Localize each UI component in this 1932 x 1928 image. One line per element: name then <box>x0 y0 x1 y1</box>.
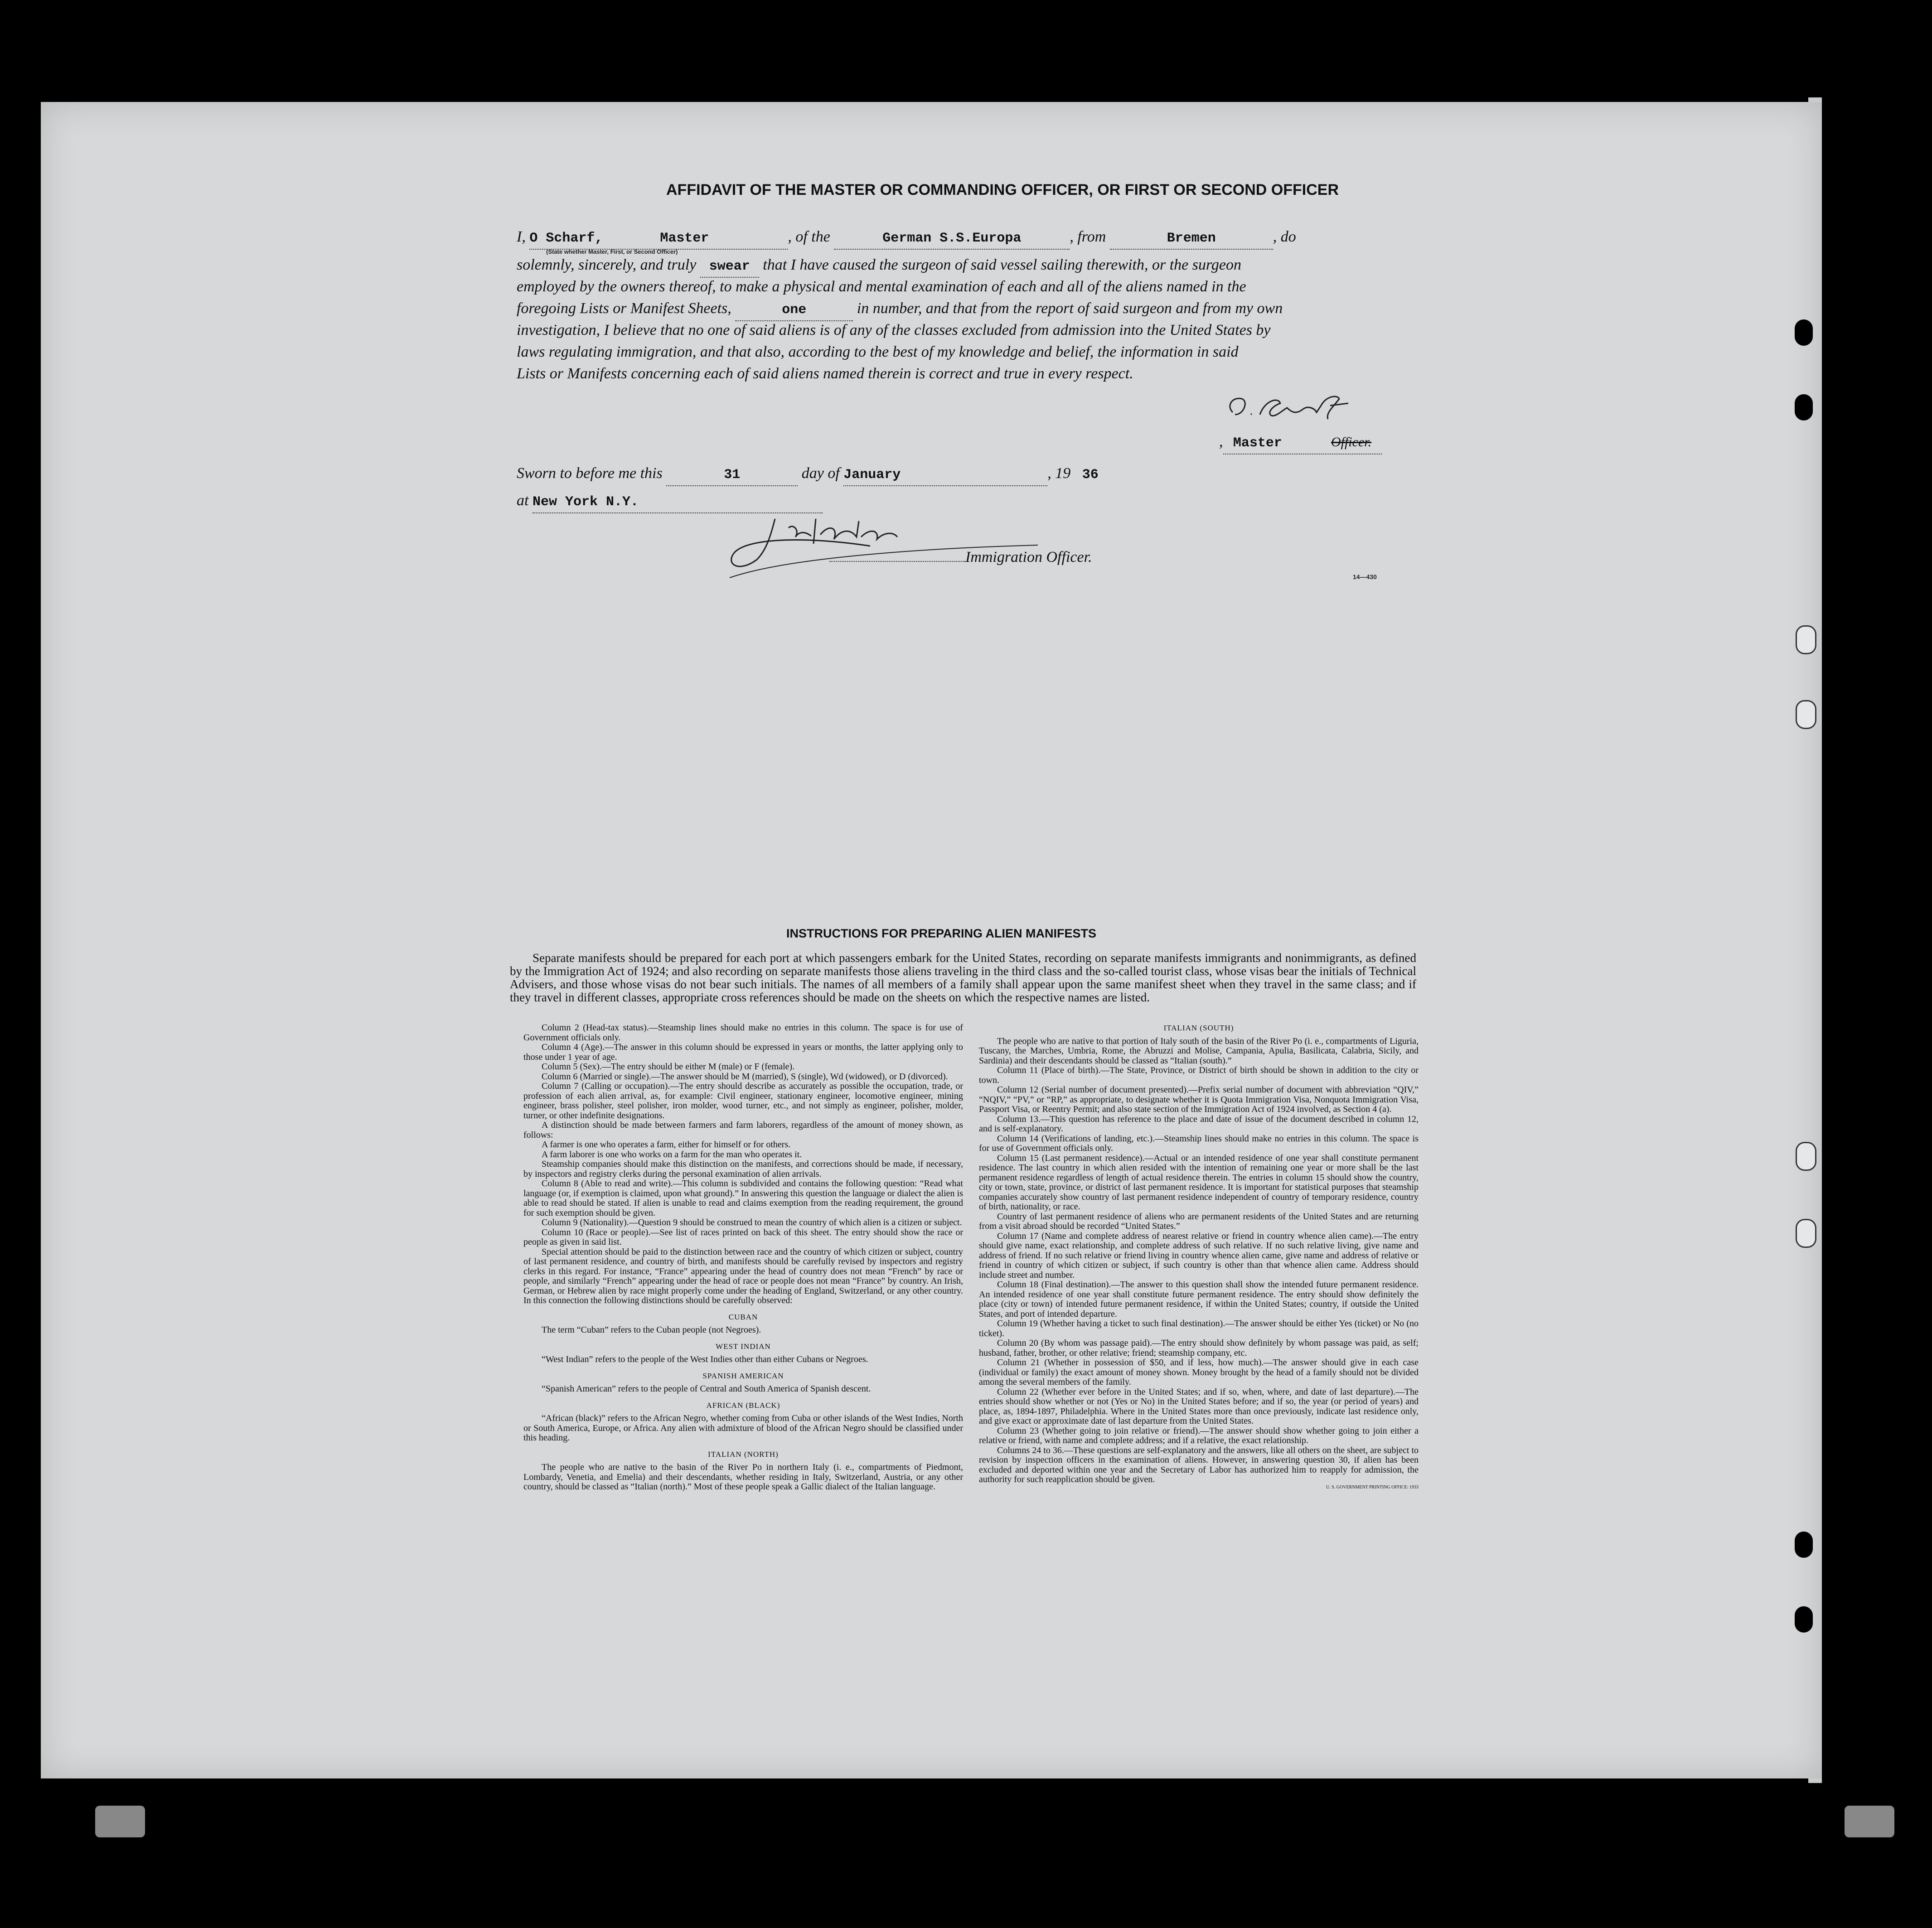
signature-title-typed: Master <box>1233 435 1282 451</box>
right-paragraph: Country of last permanent residence of aliens who are permanent residents of the United States and are returning from a visit abroad should be recorded “United States.” <box>979 1211 1419 1231</box>
right-paragraph: Column 22 (Whether ever before in the United States; and if so, when, where, and date of last departure).—The entries should show whether or not (Yes or No) in the United States before; and if so, the year (or period of years) and place, as, 1894-1897, Philadelphia. Where in the United States more than once previously, indicate last residence only, and give exact or approximate date of last departure from the United States. <box>979 1387 1419 1426</box>
officer-line <box>829 547 1110 568</box>
punch-hole-light <box>1796 1219 1816 1248</box>
left-paragraph: Column 2 (Head-tax status).—Steamship lines should make no entries in this column. The space is for use of Government officials only. <box>523 1023 963 1043</box>
binder-clip <box>1845 1806 1894 1837</box>
rank-note: (State whether Master, First, or Second Officer) <box>546 248 678 255</box>
right-paragraph: Column 11 (Place of birth).—The State, Province, or District of birth should be shown in addition to the city or town. <box>979 1065 1419 1085</box>
master-rank: Master <box>660 231 709 246</box>
line4-post: in number, and that from the report of said surgeon and from my own <box>857 300 1283 317</box>
at-label: at <box>517 492 529 509</box>
sworn-day-field <box>666 464 798 486</box>
left-paragraph: Column 5 (Sex).—The entry should be either M (male) or F (female). <box>542 1062 795 1072</box>
of-the-label: , of the <box>788 228 830 245</box>
left-paragraph: A farmer is one who operates a farm, either for himself or for others. <box>542 1140 791 1150</box>
punch-hole-light <box>1796 700 1816 729</box>
right-paragraph: Column 20 (By whom was passage paid).—The entry should show definitely by whom passage was paid, as self; husband, father, brother, or other relative; friend; steamship company, etc. <box>979 1338 1419 1358</box>
day-of-label: day of <box>801 465 840 482</box>
left-paragraph: Column 6 (Married or single).—The answer should be M (married), S (single), Wd (widowed), or D (divorced). <box>542 1071 948 1082</box>
affidavit-line-4 <box>517 298 1405 321</box>
form-number: 14—430 <box>1353 573 1377 580</box>
cuban-text: The term “Cuban” refers to the Cuban people (not Negroes). <box>542 1325 761 1335</box>
left-paragraph: Column 8 (Able to read and write).—This column is subdivided and contains the following question: “Read what language (or, if exemption is claimed, upon what ground).” In answering this question the language or dialect the alien is able to read should be stated. If alien is unable to read and claims exemption from the reading requirement, the ground for such exemption should be given. <box>523 1179 963 1218</box>
affidavit-line-2 <box>517 255 1405 278</box>
signature-title-printed: Officer. <box>1331 435 1372 449</box>
year-prefix: , 19 <box>1047 465 1071 482</box>
officer-signature-field <box>829 561 965 562</box>
affidavit-line-7: Lists or Manifests concerning each of said aliens named therein is correct and true in every respect. <box>517 365 1133 382</box>
west-indian-text: “West Indian” refers to the people of the West Indies other than either Cubans or Negroes. <box>542 1354 868 1364</box>
sworn-month-field <box>843 464 1047 486</box>
bleed-through-row <box>218 652 1758 666</box>
left-paragraph: Column 9 (Nationality).—Question 9 should be construed to mean the country of which alien is a citizen or subject. <box>542 1218 962 1227</box>
affidavit-line-3: employed by the owners thereof, to make a physical and mental examination of each and all of the aliens named in the <box>517 278 1246 295</box>
right-paragraph: Column 19 (Whether having a ticket to such final destination).—The answer should be either Yes (ticket) or No (no ticket). <box>979 1319 1419 1338</box>
right-paragraph: Column 15 (Last permanent residence).—Actual or an intended residence of one year shall constitute permanent residence. The last country in which alien resided with the intention of remaining one year or more shall be the last permanent residence regardless of length of actual residence therein. The entries in column 15 should show the country, city or town, state, province, or district of last permanent residence. It is important for statistical purposes that steamship companies accurately show country of last permanent residence independent of country of temporary residence, country of birth, nationality, or race. <box>979 1153 1419 1212</box>
punch-hole-dark <box>1795 1532 1813 1558</box>
left-paragraph: Column 10 (Race or people).—See list of races printed on back of this sheet. The entry should show the race or people as given in said list. <box>523 1227 963 1247</box>
line2-pre: solemnly, sincerely, and truly <box>517 256 697 273</box>
from-label: , from <box>1070 228 1106 245</box>
affidavit-title: AFFIDAVIT OF THE MASTER OR COMMANDING OFFICER, OR FIRST OR SECOND OFFICER <box>666 181 1339 198</box>
line4-pre: foregoing Lists or Manifest Sheets, <box>517 300 731 317</box>
right-paragraph: The people who are native to that portion of Italy south of the basin of the River Po (i. e., compartments of Liguria, Tuscany, the Marches, Umbria, Rome, the Abruzzi and Molise, Campania, Apulia, Basilicata, Calabria, Sicily, and Sardinia) and their descendants should be classed as “Italian (south).” <box>979 1036 1419 1066</box>
master-name: O Scharf, <box>529 231 603 246</box>
sheet-count-field <box>735 300 853 321</box>
sworn-day: 31 <box>724 467 741 483</box>
instructions-left-column <box>523 1023 963 1492</box>
italian-south-heading: ITALIAN (SOUTH) <box>1163 1024 1234 1032</box>
sheet-count: one <box>782 302 807 318</box>
punch-hole-dark <box>1795 319 1813 346</box>
right-paragraph: Column 23 (Whether going to join relative or friend).—The answer should show whether going to join either a relative or friend, with name and complete address; and if a relative, the exact relationship. <box>979 1425 1419 1445</box>
italian-north-text: The people who are native to the basin of the River Po in northern Italy (i. e., compartments of Piedmont, Lombardy, Venetia, and Emelia) and their descendants, whether residing in Italy, Switzerland, Austria, or any other country, should be classed as “Italian (north).” Most of these people speak a Gallic dialect of the Italian language. <box>523 1462 963 1492</box>
master-name-field <box>529 228 788 250</box>
sworn-month: January <box>843 467 901 483</box>
year-suffix: 36 <box>1082 467 1099 483</box>
left-paragraph: A farm laborer is one who works on a farm for the man who operates it. <box>542 1149 802 1160</box>
instructions-right-column <box>979 1023 1419 1490</box>
instructions-title: INSTRUCTIONS FOR PREPARING ALIEN MANIFESTS <box>786 927 1097 940</box>
punch-hole-light <box>1796 1142 1816 1171</box>
punch-hole-dark <box>1795 394 1813 420</box>
departure-port: Bremen <box>1167 231 1216 246</box>
african-heading: AFRICAN (BLACK) <box>706 1401 780 1410</box>
punch-hole-dark <box>1795 1606 1813 1633</box>
oath-field <box>700 256 759 278</box>
left-paragraph: Column 4 (Age).—The answer in this column should be expressed in years or months, the latter applying only to those under 1 year of age. <box>523 1042 963 1062</box>
right-paragraph: Columns 24 to 36.—These questions are self-explanatory and the answers, like all others on the sheet, are subject to revision by inspection officers in the examination of aliens. However, in answering question 30, if alien has been excluded and deported within one year and the Secretary of Labor has authorized him to reapply for admission, the authority for such reapplication should be given. <box>979 1445 1419 1484</box>
right-paragraph: Column 21 (Whether in possession of $50, and if less, how much).—The answer should give in each case (individual or family) the exact amount of money shown. Money brought by the head of a family should not be divided among the several members of the family. <box>979 1358 1419 1387</box>
right-paragraph: Column 12 (Serial number of document presented).—Prefix serial number of document with abbreviation “QIV,” “NQIV,” “PV,” or “RP,” as appropriate, to designate whether it is Quota Immigration Visa, Nonquota Immigration Visa, Passport Visa, or Reentry Permit; and also state section of the Immigration Act of 1924 involved, as Section 4 (a). <box>979 1085 1419 1114</box>
right-paragraph: Column 17 (Name and complete address of nearest relative or friend in country whence alien came).—The entry should give name, exact relationship, and complete address of such relative. If no such relative living, give name and address of friend. If no such relative or friend living in country whence alien came, give name and address of relative or friend in country of which citizen or subject, if such country is other than that whence alien came. Address should include street and number. <box>979 1231 1419 1280</box>
left-paragraph: Steamship companies should make this distinction on the manifests, and corrections should be made, if necessary, by inspectors and registry clerks during the personal examination of alien arrivals. <box>523 1159 963 1179</box>
do-label: , do <box>1273 228 1296 245</box>
sworn-place: New York N.Y. <box>532 494 639 510</box>
african-text: “African (black)” refers to the African Negro, whether coming from Cuba or other islands of the West Indies, North or South America, Europe, or Africa. Any alien with admixture of blood of the African Negro should be classified under this heading. <box>523 1413 963 1443</box>
officer-label: Immigration Officer. <box>965 549 1092 565</box>
sworn-line <box>517 463 1405 486</box>
italian-north-heading: ITALIAN (NORTH) <box>708 1450 779 1459</box>
spanish-american-text: “Spanish American” refers to the people of Central and South America of Spanish descent. <box>542 1384 871 1394</box>
punch-hole-light <box>1796 625 1816 654</box>
left-paragraph: Column 7 (Calling or occupation).—The entry should describe as accurately as possible the occupation, trade, or profession of each alien arrival, as, for example: Civil engineer, stationary engineer, locomotive engineer, mining engineer, brass polisher, steel polisher, iron molder, wood turner, etc., and not simply as engineer, polisher, molder, turner, or other indefinite designations. <box>523 1081 963 1121</box>
instructions-intro: Separate manifests should be prepared for each port at which passengers embark for the United States, recording on separate manifests immigrants and nonimmigrants, as defined by the Immigration Act of 1924; and also recording on separate manifests those aliens traveling in the third class and the so-called tourist class, whose visas bear the initials of Technical Advisers, and those whose visas do not bear such initials. The names of all members of a family shall appear upon the same manifest sheet when they travel in the same class; and if they travel in different classes, appropriate cross references should be made on the sheets on which the respective names are listed. <box>510 951 1416 1004</box>
master-signature <box>1224 387 1355 428</box>
printer-note: U. S. GOVERNMENT PRINTING OFFICE: 1933 <box>1326 1484 1419 1490</box>
bleed-through-row <box>218 693 1758 707</box>
cuban-heading: CUBAN <box>728 1312 758 1321</box>
west-indian-heading: WEST INDIAN <box>716 1342 771 1351</box>
affidavit-line-5: investigation, I believe that no one of said aliens is of any of the classes excluded from admission into the United States by <box>517 322 1271 338</box>
vessel-name: German S.S.Europa <box>882 231 1022 246</box>
port-field <box>1110 228 1273 250</box>
right-paragraph: Column 18 (Final destination).—The answer to this question shall show the intended future permanent residence. An intended residence of one year shall constitute future permanent residence. The entry should show definitely the place (city or town) of intended future permanent residence, if within the United States; country, if outside the United States, and port of intended departure. <box>979 1280 1419 1319</box>
line2-post: that I have caused the surgeon of said vessel sailing therewith, or the surgeon <box>763 256 1242 273</box>
spanish-american-heading: SPANISH AMERICAN <box>702 1371 784 1380</box>
affidavit-line-1 <box>517 227 1405 250</box>
left-paragraph: A distinction should be made between farmers and farm laborers, regardless of the amount of money shown, as follows: <box>523 1120 963 1140</box>
signature-title-line: , Master Officer. <box>1219 431 1414 454</box>
left-paragraph: Special attention should be paid to the distinction between race and the country of which citizen or subject, country of last permanent residence, and country of birth, and manifests should be carefully revised by inspectors and registry clerks in this regard. For instance, “France” appearing under the head of country does not mean “French” by race or people, and similarly “French” appearing under the head of race or people does not mean “France” by country. An Irish, German, or Hebrew alien by race might properly come under the heading of England, Switzerland, or any other country. In this connection the following distinctions should be carefully observed: <box>523 1247 963 1305</box>
sworn-pre: Sworn to before me this <box>517 465 663 482</box>
affidavit-line-6: laws regulating immigration, and that also, according to the best of my knowledge and belief, the information in said <box>517 343 1239 360</box>
vessel-field <box>834 228 1070 250</box>
binder-clip <box>95 1806 145 1837</box>
line1-pre: I, <box>517 228 526 245</box>
right-paragraph: Column 14 (Verifications of landing, etc.).—Steamship lines should make no entries in this column. The space is for use of Government officials only. <box>979 1133 1419 1153</box>
right-paragraph: Column 13.—This question has reference to the place and date of issue of the document described in column 12, and is self-explanatory. <box>979 1114 1419 1134</box>
signature-title-field <box>1223 432 1382 454</box>
oath-word: swear <box>709 259 750 274</box>
